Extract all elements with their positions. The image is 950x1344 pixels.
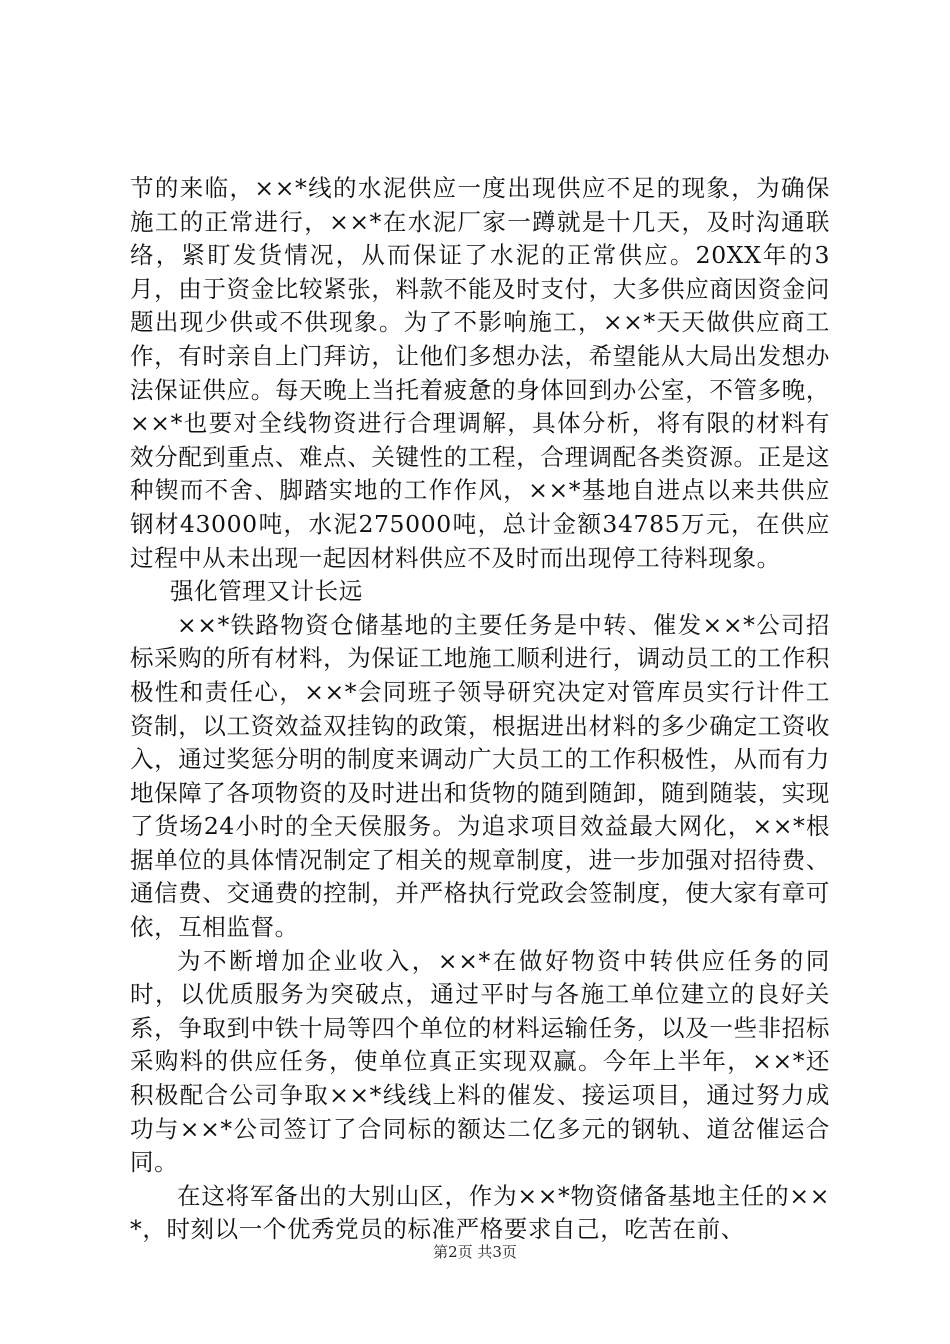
paragraph-management: ××*铁路物资仓储基地的主要任务是中转、催发××*公司招标采购的所有材料，为保证工地施工顺利进行，调动员工的工作积极性和责任心，××*会同班子领导研究决定对管库员实行计件工资制，以工资效益双挂钩的政策，根据进出材料的多少确定工资收入，通过奖惩分明的制度来调动广大员工的工作积极性，从而有力地保障了各项物资的及时进出和货物的随到随卸，随到随装，实现了货场24小时的全天侯服务。为追求项目效益最大网化，××*根据单位的具体情况制定了相关的规章制度，进一步加强对招待费、通信费、交通费的控制，并严格执行党政会签制度，使大家有章可依，互相监督。 — [130, 610, 830, 942]
document-body — [130, 172, 830, 1247]
paragraph-dabie-mountain: 在这将军备出的大别山区，作为××*物资储备基地主任的××*，时刻以一个优秀党员的标准严格要求自己，吃苦在前、 — [130, 1181, 830, 1244]
section-heading: 强化管理又计长远 — [170, 577, 363, 606]
paragraph-income: 为不断增加企业收入，××*在做好物资中转供应任务的同时，以优质服务为突破点，通过平时与各施工单位建立的良好关系，争取到中铁十局等四个单位的材料运输任务，以及一些非招标采购料的供应任务，使单位真正实现双赢。今年上半年，××*还积极配合公司争取××*线线上料的催发、接运项目，通过努力成功与××*公司签订了合同标的额达二亿多元的钢轨、道岔催运合同。 — [130, 946, 830, 1177]
page-footer: 第2页 共3页 — [433, 1243, 517, 1261]
paragraph-material-supply: 节的来临，××*线的水泥供应一度出现供应不足的现象，为确保施工的正常进行，××*在水泥厂家一蹲就是十几天，及时沟通联络，紧盯发货情况，从而保证了水泥的正常供应。20XX年的3月，由于资金比较紧张，料款不能及时支付，大多供应商因资金问题出现少供或不供现象。为了不影响施工，××*天天做供应商工作，有时亲自上门拜访，让他们多想办法，希望能从大局出发想办法保证供应。每天晚上当托着疲惫的身体回到办公室，不管多晚，××*也要对全线物资进行合理调解，具体分析，将有限的材料有效分配到重点、难点、关键性的工程，合理调配各类资源。正是这种锲而不舍、脚踏实地的工作作风，××*基地自进点以来共供应钢材43000吨，水泥275000吨，总计金额34785万元，在供应过程中从未出现一起因材料供应不及时而出现停工待料现象。 — [130, 174, 830, 572]
